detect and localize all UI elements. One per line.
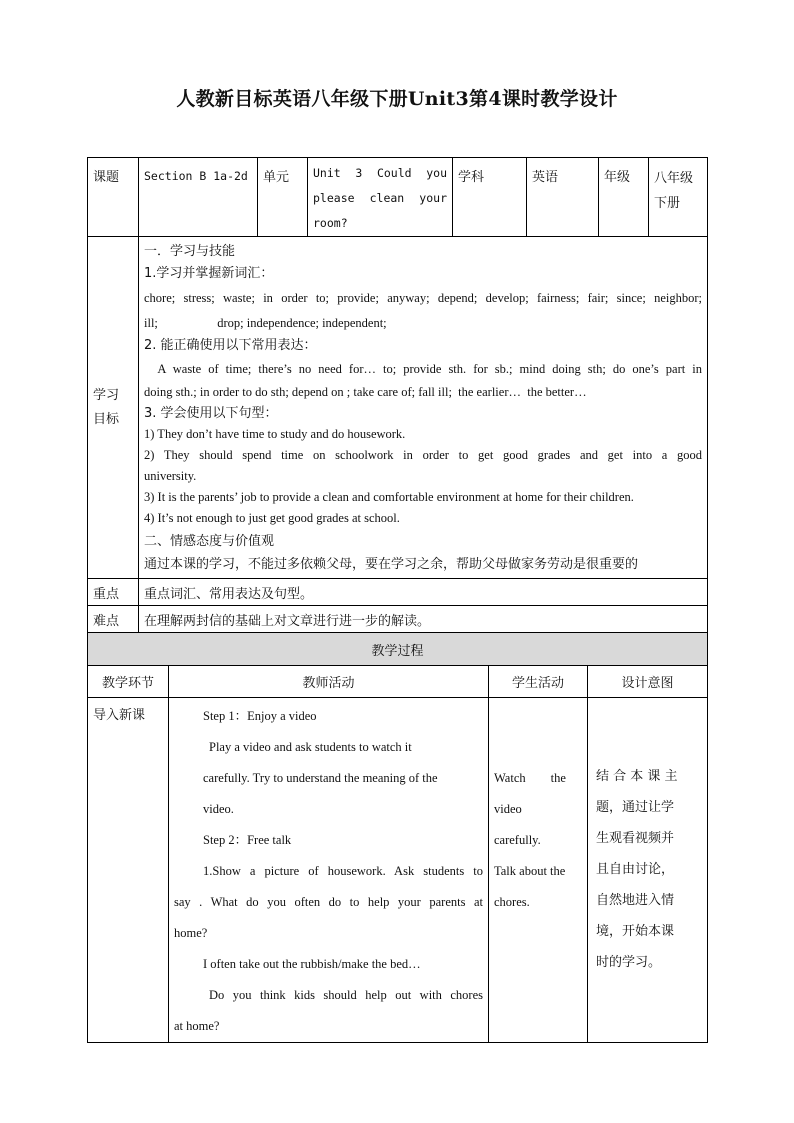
- col-stage: 教学环节: [88, 666, 169, 698]
- unit-line: Unit 3 Could you: [313, 166, 447, 180]
- unit-line: please clean your: [313, 191, 447, 205]
- student-line: Watch the: [494, 771, 566, 785]
- goals-line: A waste of time; there’s no need for… to; provide sth. for sb.; mind doing sth; do one’s part in: [144, 362, 702, 376]
- difficulties-value: 在理解两封信的基础上对文章进行进一步的解读。: [139, 606, 708, 633]
- process-table: [87, 632, 708, 1043]
- student-line: chores.: [494, 895, 530, 909]
- stage-cell: 导入新课: [88, 698, 169, 1043]
- key-points-label: 重点: [88, 579, 139, 606]
- topic-label: 课题: [88, 158, 139, 237]
- intent-line: 题，通过让学: [596, 800, 675, 815]
- goals-line: 通过本课的学习，不能过多依赖父母，要在学习之余，帮助父母做家务劳动是很重要的: [144, 557, 639, 572]
- difficulties-label: 难点: [88, 606, 139, 633]
- teacher-line: home?: [174, 926, 208, 940]
- teacher-line: carefully. Try to understand the meaning of the: [203, 771, 438, 785]
- col-intent: 设计意图: [588, 666, 708, 698]
- grade-line: 八年级: [654, 171, 694, 186]
- info-table: [87, 157, 708, 633]
- goals-line: 1) They don’t have time to study and do housework.: [144, 427, 406, 441]
- teacher-line: 1.Show a picture of housework. Ask students to: [203, 864, 483, 878]
- intent-line: 时的学习。: [596, 955, 662, 970]
- page-title: 人教新目标英语八年级下册Unit3第4课时教学设计: [176, 88, 618, 110]
- student-line: Talk about the: [494, 864, 566, 878]
- goals-line: chore; stress; waste; in order to; provide; anyway; depend; develop; fairness; fair; since; neighbor;: [144, 291, 702, 305]
- teacher-activity: [169, 698, 489, 1043]
- intent-line: 自然地进入情: [596, 893, 675, 908]
- goals-label: [88, 237, 139, 579]
- teacher-line: Play a video and ask students to watch it: [209, 740, 412, 754]
- student-line: video: [494, 802, 522, 816]
- student-line: carefully.: [494, 833, 541, 847]
- unit-label: 单元: [258, 158, 308, 237]
- unit-line: room?: [313, 216, 348, 230]
- goals-content: [139, 237, 708, 579]
- goals-line: 1.学习并掌握新词汇：: [144, 266, 274, 281]
- topic-value: Section B 1a-2d: [139, 158, 258, 237]
- teacher-line: at home?: [174, 1019, 220, 1033]
- teacher-line: Step 1：Enjoy a video: [203, 709, 317, 723]
- goals-line: 2. 能正确使用以下常用表达：: [144, 338, 317, 353]
- teacher-line: say . What do you often do to help your parents at: [174, 895, 483, 909]
- teacher-line: I often take out the rubbish/make the bed…: [203, 957, 421, 971]
- intent-line: 生观看视频并: [596, 831, 675, 846]
- grade-value: [649, 158, 708, 237]
- goals-line: doing sth.; in order to do sth; depend on ; take care of; fall ill; the earlier… the better…: [144, 385, 587, 399]
- goals-label-line: 学习: [93, 387, 120, 403]
- goals-line: 4) It’s not enough to just get good grades at school.: [144, 511, 400, 525]
- goals-line: ill; drop; independence; independent;: [144, 316, 387, 330]
- subject-value: 英语: [527, 158, 599, 237]
- subject-label: 学科: [453, 158, 527, 237]
- teacher-line: Do you think kids should help out with chores: [209, 988, 483, 1002]
- goals-line: 一．学习与技能: [144, 244, 236, 259]
- goals-line: 二、情感态度与价值观: [144, 534, 275, 549]
- col-teacher: 教师活动: [169, 666, 489, 698]
- grade-line: 下册: [654, 196, 681, 211]
- grade-label: 年级: [599, 158, 649, 237]
- goals-line: university.: [144, 469, 197, 483]
- student-activity: [489, 698, 588, 1043]
- col-student: 学生活动: [489, 666, 588, 698]
- intent-line: 境，开始本课: [596, 924, 675, 939]
- design-intent: [588, 698, 708, 1043]
- teacher-line: video.: [203, 802, 234, 816]
- key-points-value: 重点词汇、常用表达及句型。: [139, 579, 708, 606]
- unit-value: [308, 158, 453, 237]
- intent-line: 且自由讨论，: [596, 862, 675, 877]
- goals-label-line: 目标: [93, 411, 120, 427]
- goals-line: 3) It is the parents’ job to provide a clean and comfortable environment at home for their children.: [144, 490, 634, 504]
- teacher-line: Step 2：Free talk: [203, 833, 292, 847]
- goals-line: 2) They should spend time on schoolwork in order to get good grades and get into a good: [144, 448, 702, 462]
- intent-line: 结 合 本 课 主: [596, 769, 678, 784]
- goals-line: 3. 学会使用以下句型：: [144, 406, 278, 421]
- process-header: 教学过程: [88, 633, 708, 666]
